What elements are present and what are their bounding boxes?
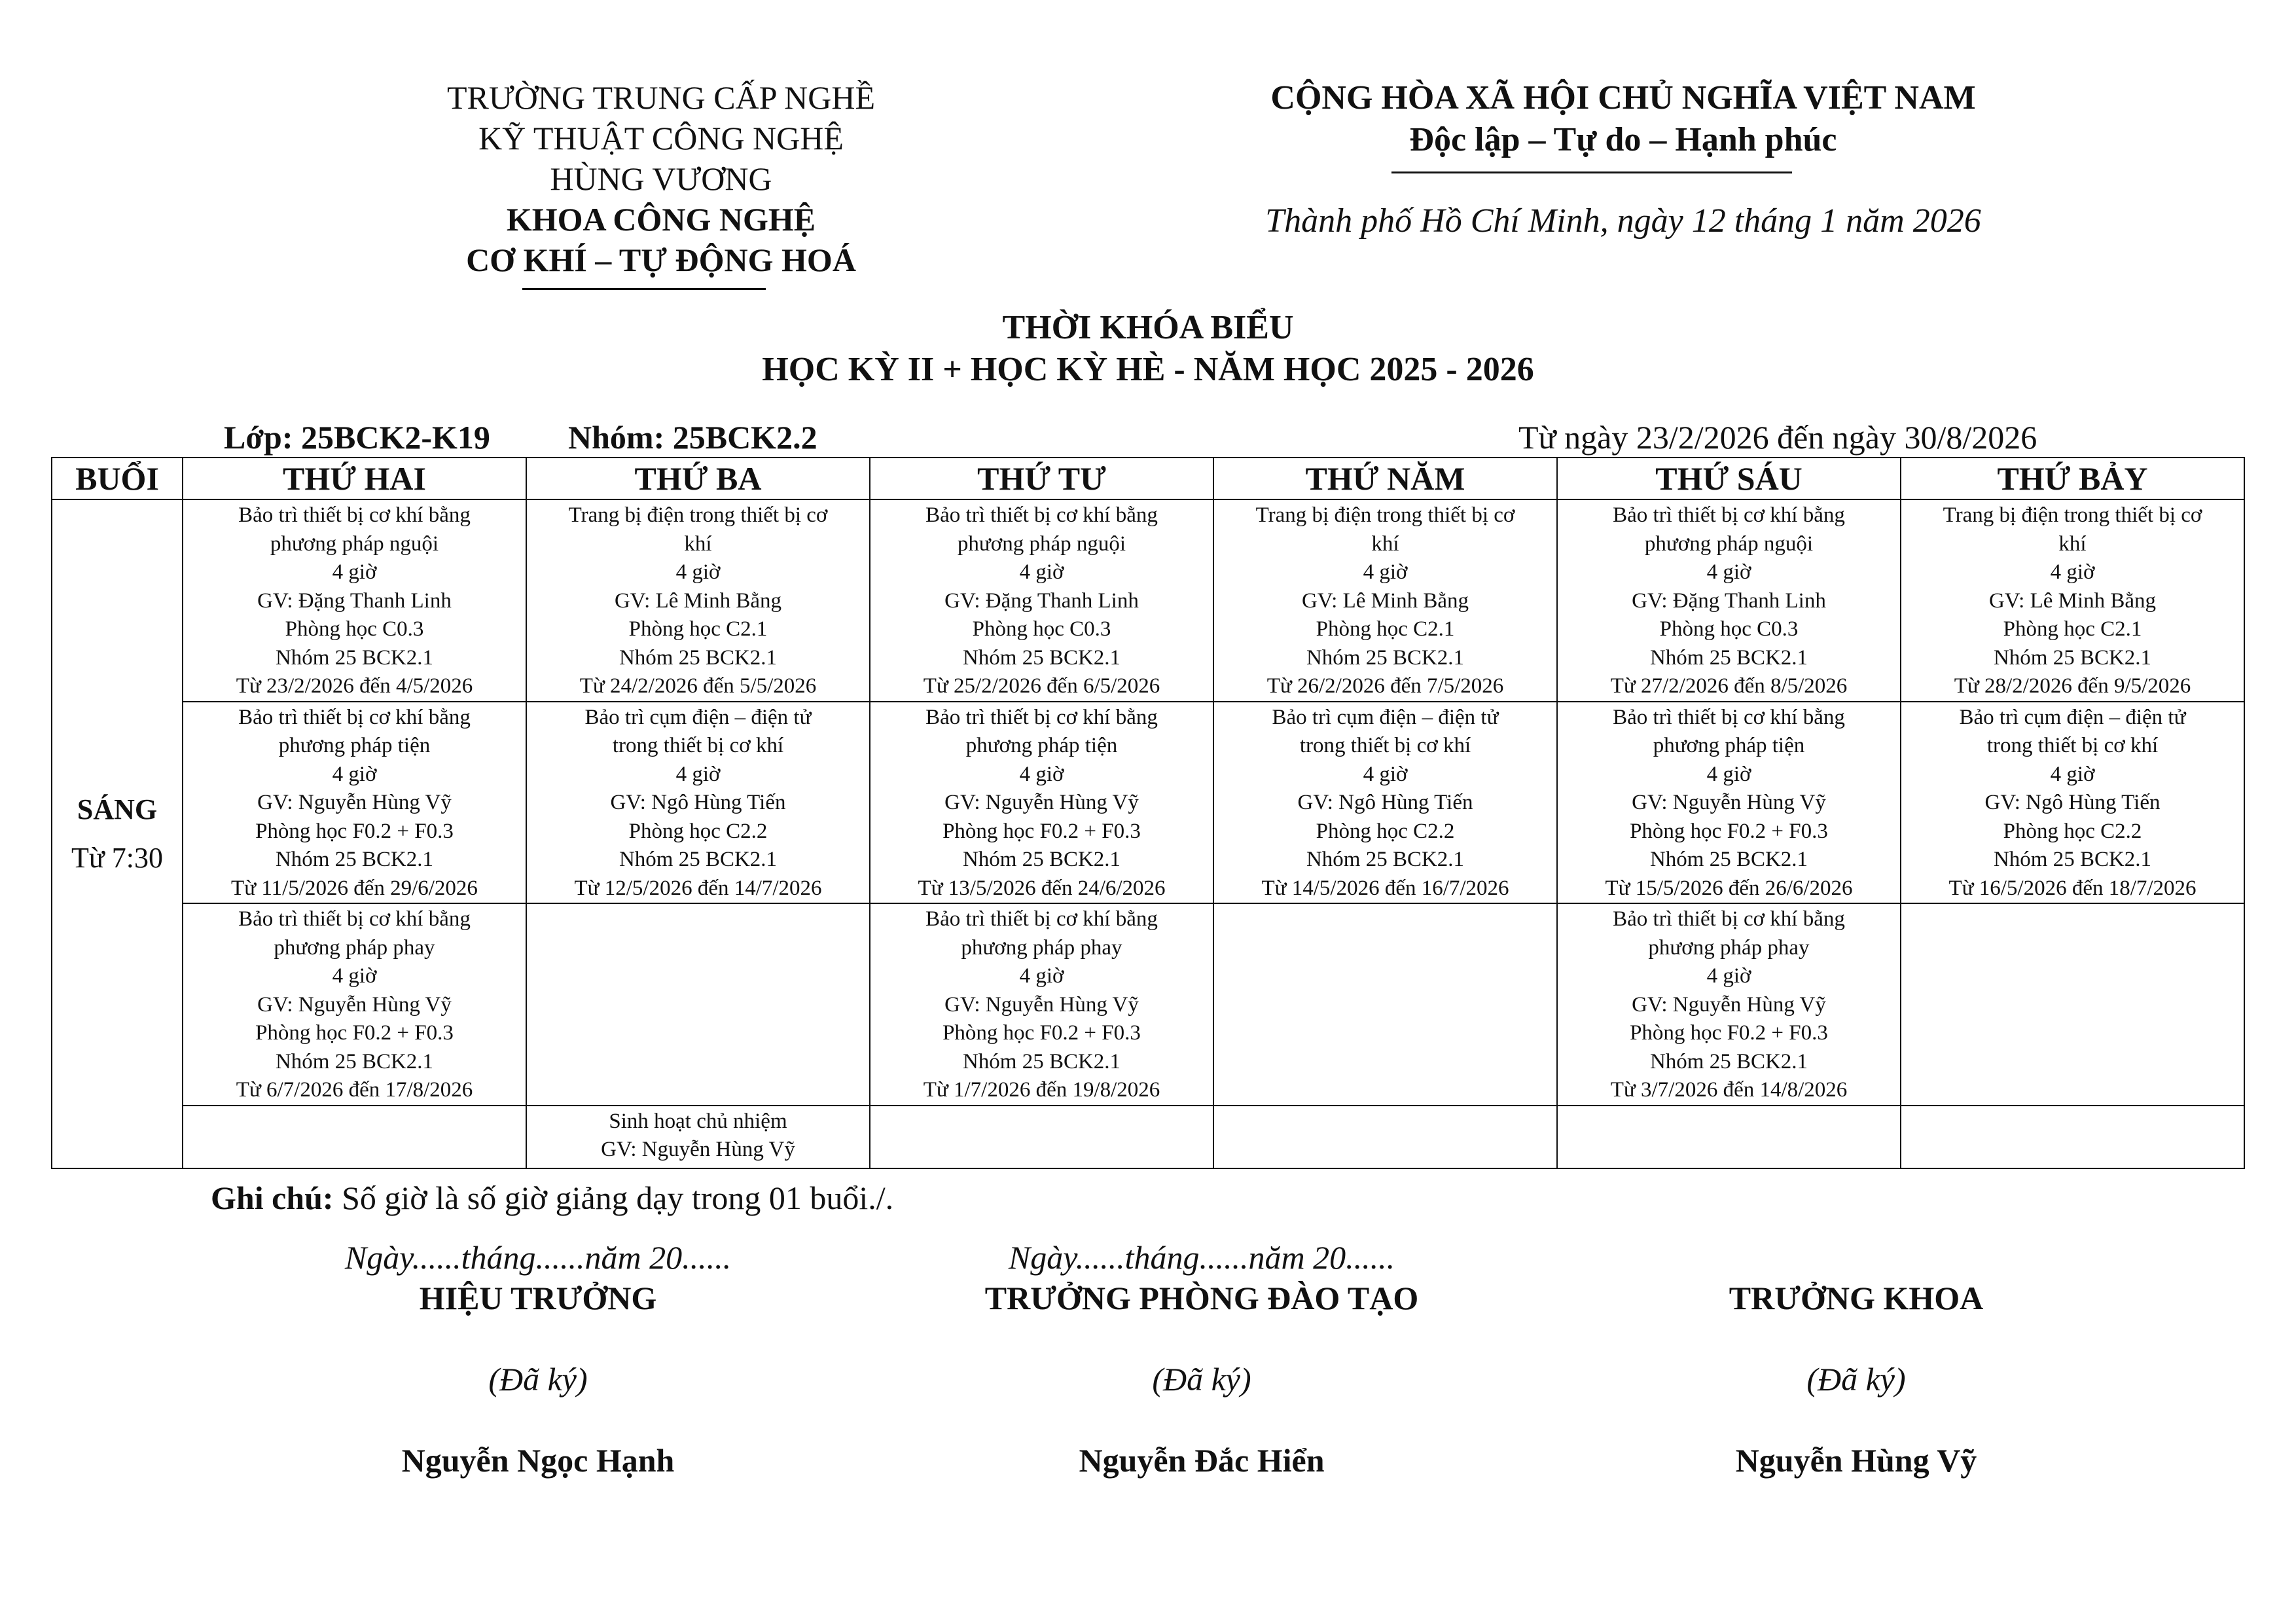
class-cell-line: Phòng học C0.3	[1659, 617, 1799, 641]
class-cell-line: Bảo trì cụm điện – điện tử	[1272, 705, 1499, 729]
class-cell-line: khí	[1371, 532, 1399, 556]
class-cell	[183, 499, 526, 702]
class-cell-line: Từ 25/2/2026 đến 6/5/2026	[923, 674, 1160, 698]
class-cell-line: 4 giờ	[1019, 964, 1064, 988]
header-monday: THỨ HAI	[183, 458, 526, 499]
header-tuesday: THỨ BA	[526, 458, 870, 499]
place-date: Thành phố Hồ Chí Minh, ngày 12 tháng 1 năm 2026	[1265, 202, 1981, 240]
class-cell-line: Từ 3/7/2026 đến 14/8/2026	[1610, 1078, 1848, 1102]
class-cell-line: GV: Lê Minh Bằng	[1301, 588, 1469, 613]
empty-cell	[1213, 1106, 1557, 1168]
class-cell-line: GV: Nguyễn Hùng Vỹ	[601, 1138, 795, 1161]
timetable-row	[52, 1106, 2244, 1168]
class-cell-line: Phòng học C2.2	[1316, 819, 1455, 843]
class-cell-line: phương pháp phay	[1648, 935, 1810, 960]
empty-cell	[870, 1106, 1213, 1168]
class-cell-line: 4 giờ	[1019, 762, 1064, 786]
document-title: THỜI KHÓA BIỂU	[1002, 309, 1294, 346]
header-saturday: THỨ BẢY	[1901, 458, 2244, 499]
class-cell-line: Phòng học C0.3	[285, 617, 424, 641]
class-cell-line: Nhóm 25 BCK2.1	[275, 1049, 434, 1074]
class-cell-line: Từ 26/2/2026 đến 7/5/2026	[1266, 674, 1504, 698]
class-cell-line: Nhóm 25 BCK2.1	[619, 645, 778, 670]
class-cell-line: Nhóm 25 BCK2.1	[1306, 848, 1465, 871]
signature-date-line	[1529, 1237, 2183, 1278]
class-cell-line: Bảo trì thiết bị cơ khí bằng	[238, 705, 471, 729]
class-cell-line: GV: Ngô Hùng Tiến	[610, 791, 786, 814]
signature-role: TRƯỞNG PHÒNG ĐÀO TẠO	[984, 1280, 1419, 1316]
signature-role: TRƯỞNG KHOA	[1729, 1280, 1984, 1316]
class-cell	[1213, 499, 1557, 702]
class-cell-line: Trang bị điện trong thiết bị cơ	[1943, 503, 2202, 527]
left-header-underline	[522, 288, 766, 290]
class-cell-line: Từ 6/7/2026 đến 17/8/2026	[236, 1078, 473, 1102]
class-cell-line: GV: Nguyễn Hùng Vỹ	[944, 791, 1139, 814]
class-cell-line: khí	[684, 532, 712, 556]
class-cell-line: GV: Lê Minh Bằng	[1988, 588, 2157, 613]
class-cell-line: Bảo trì cụm điện – điện tử	[1959, 705, 2186, 729]
timetable-row	[52, 903, 2244, 1106]
national-header	[1191, 77, 2055, 242]
document-subtitle: HỌC KỲ II + HỌC KỲ HÈ - NĂM HỌC 2025 - 2026	[762, 351, 1534, 388]
class-cell-line: Bảo trì thiết bị cơ khí bằng	[238, 503, 471, 527]
country-name: CỘNG HÒA XÃ HỘI CHỦ NGHĨA VIỆT NAM	[1270, 79, 1976, 117]
signature-faculty-head	[1529, 1237, 2183, 1481]
class-cell-line: 4 giờ	[1363, 762, 1408, 786]
note-label: Ghi chú:	[211, 1180, 334, 1216]
class-cell-line: Nhóm 25 BCK2.1	[619, 848, 778, 871]
class-cell-line: phương pháp tiện	[1653, 734, 1805, 757]
signature-status: (Đã ký)	[1152, 1361, 1251, 1398]
class-cell-line: Nhóm 25 BCK2.1	[962, 848, 1121, 871]
class-cell	[1557, 499, 1901, 702]
class-cell-line: Phòng học F0.2 + F0.3	[942, 1021, 1141, 1045]
class-cell-line: Phòng học F0.2 + F0.3	[1630, 819, 1828, 843]
signature-principal	[211, 1237, 865, 1481]
class-cell	[1557, 903, 1901, 1106]
school-name-line-2: KỸ THUẬT CÔNG NGHỆ	[478, 120, 844, 156]
class-cell-line: 4 giờ	[332, 762, 377, 786]
class-cell-line: Bảo trì thiết bị cơ khí bằng	[1613, 503, 1845, 527]
empty-cell	[1901, 1106, 2244, 1168]
class-cell-line: phương pháp tiện	[965, 734, 1118, 757]
class-cell-line: 4 giờ	[675, 762, 721, 786]
class-cell-line: Từ 16/5/2026 đến 18/7/2026	[1948, 876, 2197, 900]
class-cell-line: Nhóm 25 BCK2.1	[275, 645, 434, 670]
class-cell-line: Bảo trì thiết bị cơ khí bằng	[1613, 705, 1845, 729]
motto: Độc lập – Tự do – Hạnh phúc	[1409, 121, 1837, 158]
school-name-line-3: HÙNG VƯƠNG	[550, 160, 772, 197]
class-cell	[183, 903, 526, 1106]
class-cell-line: 4 giờ	[332, 560, 377, 584]
class-cell-line: Từ 11/5/2026 đến 29/6/2026	[231, 876, 478, 900]
header-wednesday: THỨ TƯ	[870, 458, 1213, 499]
class-cell	[1901, 499, 2244, 702]
signature-training-head	[874, 1237, 1529, 1481]
empty-cell	[183, 1106, 526, 1168]
class-cell-line: Từ 13/5/2026 đến 24/6/2026	[918, 876, 1166, 900]
class-cell	[526, 499, 870, 702]
class-cell-line: Bảo trì thiết bị cơ khí bằng	[1613, 907, 1845, 931]
timetable-header-row	[52, 458, 2244, 499]
class-cell-line: phương pháp nguội	[270, 532, 439, 556]
class-cell-line: 4 giờ	[675, 560, 721, 584]
class-cell-line: Bảo trì thiết bị cơ khí bằng	[925, 705, 1158, 729]
class-cell-line: GV: Nguyễn Hùng Vỹ	[944, 992, 1139, 1017]
faculty-line-1: KHOA CÔNG NGHỆ	[506, 201, 816, 238]
class-cell-line: Nhóm 25 BCK2.1	[1649, 1049, 1808, 1074]
class-cell-line: Phòng học C2.1	[2003, 617, 2142, 641]
class-cell-line: trong thiết bị cơ khí	[1986, 734, 2159, 757]
class-cell-line: Từ 15/5/2026 đến 26/6/2026	[1605, 876, 1853, 900]
class-cell-line: Phòng học C2.1	[1316, 617, 1455, 641]
class-cell-line: Nhóm 25 BCK2.1	[1306, 645, 1465, 670]
class-cell-line: Từ 14/5/2026 đến 16/7/2026	[1261, 876, 1509, 900]
class-cell-line: Phòng học C2.2	[628, 819, 768, 843]
class-cell-line: GV: Nguyễn Hùng Vỹ	[257, 791, 452, 814]
class-cell-line: GV: Ngô Hùng Tiến	[1984, 791, 2161, 814]
class-cell-line: khí	[2058, 532, 2087, 556]
session-time: Từ 7:30	[71, 841, 163, 874]
class-cell-line: Bảo trì thiết bị cơ khí bằng	[925, 907, 1158, 931]
class-cell-line: Bảo trì cụm điện – điện tử	[584, 705, 812, 729]
class-cell	[870, 499, 1213, 702]
class-cell-line: Từ 1/7/2026 đến 19/8/2026	[923, 1078, 1160, 1102]
empty-cell	[526, 903, 870, 1106]
session-name: SÁNG	[77, 793, 158, 825]
class-cell-line: trong thiết bị cơ khí	[1299, 734, 1471, 757]
class-cell-line: 4 giờ	[2050, 560, 2095, 584]
class-cell	[870, 903, 1213, 1106]
class-cell-line: Nhóm 25 BCK2.1	[1993, 645, 2152, 670]
class-cell-line: Nhóm 25 BCK2.1	[1649, 848, 1808, 871]
class-cell-line: Bảo trì thiết bị cơ khí bằng	[925, 503, 1158, 527]
class-cell-line: Từ 28/2/2026 đến 9/5/2026	[1954, 674, 2191, 698]
session-cell	[52, 499, 183, 1168]
class-cell	[183, 702, 526, 904]
signature-role: HIỆU TRƯỞNG	[419, 1280, 657, 1316]
class-cell	[526, 1106, 870, 1168]
signature-date-line: Ngày......tháng......năm 20......	[344, 1239, 732, 1276]
class-cell-line: trong thiết bị cơ khí	[612, 734, 784, 757]
signature-date-line: Ngày......tháng......năm 20......	[1008, 1239, 1395, 1276]
class-cell-line: GV: Nguyễn Hùng Vỹ	[1632, 992, 1826, 1017]
class-cell-line: GV: Ngô Hùng Tiến	[1297, 791, 1473, 814]
class-cell-line: Nhóm 25 BCK2.1	[1649, 645, 1808, 670]
header-friday: THỨ SÁU	[1557, 458, 1901, 499]
class-cell-line: Nhóm 25 BCK2.1	[962, 645, 1121, 670]
class-cell-line: Trang bị điện trong thiết bị cơ	[1255, 503, 1515, 527]
class-cell-line: phương pháp nguội	[957, 532, 1126, 556]
class-cell-line: phương pháp tiện	[278, 734, 431, 757]
class-cell-line: 4 giờ	[1706, 560, 1751, 584]
class-cell-line: Từ 27/2/2026 đến 8/5/2026	[1610, 674, 1848, 698]
class-cell-line: GV: Đặng Thanh Linh	[1632, 588, 1826, 613]
signature-name: Nguyễn Hùng Vỹ	[1735, 1442, 1977, 1479]
timetable-row	[52, 499, 2244, 702]
class-cell-line: GV: Nguyễn Hùng Vỹ	[257, 992, 452, 1017]
class-label: Lớp: 25BCK2-K19	[224, 419, 490, 456]
class-cell	[870, 702, 1213, 904]
class-cell-line: Từ 12/5/2026 đến 14/7/2026	[574, 876, 822, 900]
class-cell-line: Phòng học C0.3	[972, 617, 1111, 641]
class-cell-line: Phòng học F0.2 + F0.3	[255, 819, 454, 843]
class-cell-line: Phòng học F0.2 + F0.3	[1630, 1021, 1828, 1045]
signature-name: Nguyễn Đắc Hiển	[1079, 1442, 1325, 1479]
class-cell-line: GV: Đặng Thanh Linh	[257, 588, 452, 613]
empty-cell	[1213, 903, 1557, 1106]
class-cell	[1213, 702, 1557, 904]
class-cell	[1557, 702, 1901, 904]
class-cell-line: Nhóm 25 BCK2.1	[275, 848, 434, 871]
class-cell-line: Phòng học F0.2 + F0.3	[942, 819, 1141, 843]
faculty-line-2: CƠ KHÍ – TỰ ĐỘNG HOÁ	[466, 242, 856, 278]
school-header	[353, 77, 969, 280]
class-cell-line: Sinh hoạt chủ nhiệm	[609, 1109, 787, 1133]
group-label: Nhóm: 25BCK2.2	[568, 419, 817, 456]
class-cell-line: 4 giờ	[2050, 762, 2095, 786]
class-cell-line: Phòng học C2.1	[628, 617, 768, 641]
empty-cell	[1557, 1106, 1901, 1168]
class-cell-line: 4 giờ	[1706, 762, 1751, 786]
class-cell-line: 4 giờ	[1363, 560, 1408, 584]
class-cell-line: Từ 23/2/2026 đến 4/5/2026	[236, 674, 473, 698]
signature-status: (Đã ký)	[1806, 1361, 1906, 1398]
signature-name: Nguyễn Ngọc Hạnh	[401, 1442, 675, 1479]
class-cell-line: GV: Đặng Thanh Linh	[944, 588, 1139, 613]
class-cell-line: GV: Lê Minh Bằng	[614, 588, 782, 613]
note	[211, 1178, 893, 1218]
class-cell-line: Nhóm 25 BCK2.1	[962, 1049, 1121, 1074]
header-session: BUỔI	[52, 458, 183, 499]
class-cell	[526, 702, 870, 904]
signature-status: (Đã ký)	[488, 1361, 588, 1398]
class-cell-line: Phòng học F0.2 + F0.3	[255, 1021, 454, 1045]
timetable	[51, 457, 2245, 1169]
class-cell	[1901, 702, 2244, 904]
date-range: Từ ngày 23/2/2026 đến ngày 30/8/2026	[1518, 419, 2037, 456]
class-cell-line: phương pháp nguội	[1644, 532, 1814, 556]
timetable-row	[52, 702, 2244, 904]
class-cell-line: phương pháp phay	[274, 935, 435, 960]
class-cell-line: 4 giờ	[1706, 964, 1751, 988]
class-cell-line: 4 giờ	[1019, 560, 1064, 584]
note-text: Số giờ là số giờ giảng dạy trong 01 buổi./.	[333, 1180, 894, 1216]
motto-underline	[1391, 171, 1792, 173]
class-cell-line: 4 giờ	[332, 964, 377, 988]
class-cell-line: GV: Nguyễn Hùng Vỹ	[1632, 791, 1826, 814]
school-name-line-1: TRƯỜNG TRUNG CẤP NGHỀ	[446, 79, 876, 116]
class-cell-line: Nhóm 25 BCK2.1	[1993, 848, 2152, 871]
class-cell-line: phương pháp phay	[961, 935, 1122, 960]
class-cell-line: Bảo trì thiết bị cơ khí bằng	[238, 907, 471, 931]
class-cell-line: Từ 24/2/2026 đến 5/5/2026	[579, 674, 817, 698]
class-cell-line: Trang bị điện trong thiết bị cơ	[568, 503, 828, 527]
empty-cell	[1901, 903, 2244, 1106]
header-thursday: THỨ NĂM	[1213, 458, 1557, 499]
class-cell-line: Phòng học C2.2	[2003, 819, 2142, 843]
